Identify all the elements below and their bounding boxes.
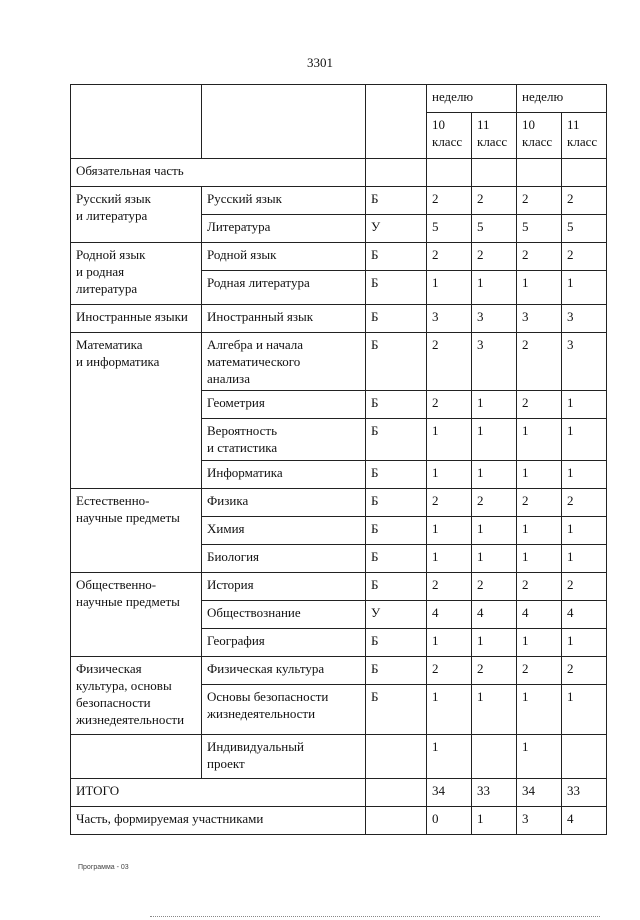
participants-hours-cell: 0 [427, 807, 472, 835]
table-row [71, 735, 607, 779]
hours-cell: 1 [472, 461, 517, 489]
hours-cell: 2 [427, 391, 472, 419]
hours-cell: 2 [517, 657, 562, 685]
subject-cell: Алгебра и начала математического анализа [202, 333, 366, 391]
subject-cell: Биология [202, 545, 366, 573]
subject-cell: Иностранный язык [202, 305, 366, 333]
hours-cell: 2 [427, 489, 472, 517]
hours-cell: 1 [427, 685, 472, 735]
table-row [71, 657, 607, 685]
hours-cell: 1 [517, 685, 562, 735]
subject-area-cell: Иностранные языки [71, 305, 202, 333]
section-row-mandatory [71, 159, 607, 187]
hours-cell: 1 [517, 461, 562, 489]
header-level-cell [366, 85, 427, 159]
level-cell: Б [366, 391, 427, 419]
page-number: 3301 [307, 55, 333, 70]
subject-cell: Геометрия [202, 391, 366, 419]
empty-cell [366, 807, 427, 835]
participants-hours-cell: 3 [517, 807, 562, 835]
hours-cell: 1 [427, 461, 472, 489]
hours-cell: 1 [562, 629, 607, 657]
subject-cell: Химия [202, 517, 366, 545]
participants-label: Часть, формируемая участниками [71, 807, 366, 835]
hours-cell: 2 [472, 573, 517, 601]
hours-cell: 2 [472, 657, 517, 685]
hours-cell: 1 [427, 629, 472, 657]
total-hours-cell: 33 [562, 779, 607, 807]
header-subject-cell [202, 85, 366, 159]
header-class: 11 класс [562, 113, 607, 159]
hours-cell: 3 [472, 333, 517, 391]
hours-cell: 2 [517, 489, 562, 517]
hours-cell: 1 [472, 271, 517, 305]
hours-cell: 2 [427, 657, 472, 685]
subject-area-cell: Математика и информатика [71, 333, 202, 489]
subject-cell: Информатика [202, 461, 366, 489]
scan-edge-line [150, 916, 600, 918]
hours-cell: 2 [517, 187, 562, 215]
subject-cell: Русский язык [202, 187, 366, 215]
participants-row [71, 807, 607, 835]
hours-cell: 2 [427, 573, 472, 601]
hours-cell: 1 [562, 545, 607, 573]
subject-cell: Обществознание [202, 601, 366, 629]
subject-area-cell [71, 735, 202, 779]
hours-cell: 5 [427, 215, 472, 243]
hours-cell: 1 [562, 517, 607, 545]
hours-cell: 3 [517, 305, 562, 333]
footer-note: Программа - 03 [78, 864, 129, 871]
subject-cell: Родной язык [202, 243, 366, 271]
hours-cell: 2 [427, 333, 472, 391]
curriculum-table [70, 84, 607, 835]
subject-cell: Вероятность и статистика [202, 419, 366, 461]
subject-cell: Основы безопасности жизнедеятельности [202, 685, 366, 735]
total-row [71, 779, 607, 807]
hours-cell: 2 [472, 187, 517, 215]
hours-cell: 1 [562, 461, 607, 489]
level-cell: Б [366, 657, 427, 685]
total-hours-cell: 34 [517, 779, 562, 807]
level-cell [366, 735, 427, 779]
hours-cell: 2 [562, 243, 607, 271]
level-cell: Б [366, 685, 427, 735]
hours-cell: 4 [517, 601, 562, 629]
hours-cell: 2 [472, 243, 517, 271]
subject-cell: Физика [202, 489, 366, 517]
table-row [71, 573, 607, 601]
level-cell: Б [366, 419, 427, 461]
header-per-week-b: неделю [517, 85, 607, 113]
level-cell: Б [366, 629, 427, 657]
hours-cell: 1 [517, 629, 562, 657]
hours-cell: 2 [517, 573, 562, 601]
hours-cell: 1 [427, 735, 472, 779]
participants-hours-cell: 4 [562, 807, 607, 835]
subject-area-cell: Физическая культура, основы безопасности жизнедеятельности [71, 657, 202, 735]
level-cell: Б [366, 187, 427, 215]
hours-cell: 1 [517, 419, 562, 461]
hours-cell: 1 [562, 419, 607, 461]
table-row [71, 305, 607, 333]
participants-hours-cell: 1 [472, 807, 517, 835]
hours-cell: 1 [427, 419, 472, 461]
level-cell: Б [366, 243, 427, 271]
hours-cell: 3 [562, 305, 607, 333]
header-row-week [71, 85, 607, 113]
hours-cell: 5 [472, 215, 517, 243]
hours-cell: 1 [517, 517, 562, 545]
hours-cell: 1 [517, 735, 562, 779]
empty-cell [427, 159, 472, 187]
table-row [71, 489, 607, 517]
empty-cell [366, 159, 427, 187]
hours-cell: 2 [427, 243, 472, 271]
hours-cell: 1 [472, 391, 517, 419]
hours-cell: 4 [562, 601, 607, 629]
empty-cell [366, 779, 427, 807]
table-row [71, 187, 607, 215]
hours-cell: 3 [427, 305, 472, 333]
hours-cell: 1 [472, 629, 517, 657]
hours-cell: 2 [517, 333, 562, 391]
subject-cell: Индивидуальный проект [202, 735, 366, 779]
hours-cell: 1 [517, 271, 562, 305]
empty-cell [562, 159, 607, 187]
level-cell: Б [366, 545, 427, 573]
hours-cell: 1 [427, 517, 472, 545]
hours-cell: 1 [517, 545, 562, 573]
level-cell: Б [366, 461, 427, 489]
hours-cell: 3 [472, 305, 517, 333]
table-row [71, 243, 607, 271]
hours-cell: 1 [427, 271, 472, 305]
hours-cell: 2 [427, 187, 472, 215]
subject-cell: Родная литература [202, 271, 366, 305]
hours-cell: 2 [562, 489, 607, 517]
hours-cell: 2 [562, 573, 607, 601]
level-cell: Б [366, 517, 427, 545]
subject-cell: География [202, 629, 366, 657]
section-mandatory-label: Обязательная часть [71, 159, 366, 187]
hours-cell: 1 [427, 545, 472, 573]
hours-cell: 1 [472, 685, 517, 735]
header-per-week-a: неделю [427, 85, 517, 113]
hours-cell: 2 [562, 657, 607, 685]
hours-cell: 1 [562, 685, 607, 735]
hours-cell: 4 [427, 601, 472, 629]
level-cell: Б [366, 305, 427, 333]
hours-cell: 1 [562, 391, 607, 419]
header-area-cell [71, 85, 202, 159]
level-cell: Б [366, 271, 427, 305]
empty-cell [517, 159, 562, 187]
hours-cell [472, 735, 517, 779]
hours-cell [562, 735, 607, 779]
header-class: 10 класс [517, 113, 562, 159]
level-cell: У [366, 601, 427, 629]
subject-area-cell: Родной язык и родная литература [71, 243, 202, 305]
total-hours-cell: 34 [427, 779, 472, 807]
level-cell: Б [366, 333, 427, 391]
subject-cell: Физическая культура [202, 657, 366, 685]
hours-cell: 1 [472, 545, 517, 573]
hours-cell: 2 [472, 489, 517, 517]
hours-cell: 5 [562, 215, 607, 243]
level-cell: У [366, 215, 427, 243]
subject-area-cell: Русский язык и литература [71, 187, 202, 243]
level-cell: Б [366, 573, 427, 601]
hours-cell: 4 [472, 601, 517, 629]
header-class: 10 класс [427, 113, 472, 159]
hours-cell: 2 [517, 243, 562, 271]
hours-cell: 2 [517, 391, 562, 419]
subject-area-cell: Общественно- научные предметы [71, 573, 202, 657]
hours-cell: 1 [472, 419, 517, 461]
subject-cell: Литература [202, 215, 366, 243]
hours-cell: 1 [472, 517, 517, 545]
header-class: 11 класс [472, 113, 517, 159]
level-cell: Б [366, 489, 427, 517]
hours-cell: 1 [562, 271, 607, 305]
hours-cell: 2 [562, 187, 607, 215]
total-hours-cell: 33 [472, 779, 517, 807]
hours-cell: 3 [562, 333, 607, 391]
table-row [71, 333, 607, 391]
subject-cell: История [202, 573, 366, 601]
subject-area-cell: Естественно- научные предметы [71, 489, 202, 573]
total-label: ИТОГО [71, 779, 366, 807]
hours-cell: 5 [517, 215, 562, 243]
empty-cell [472, 159, 517, 187]
